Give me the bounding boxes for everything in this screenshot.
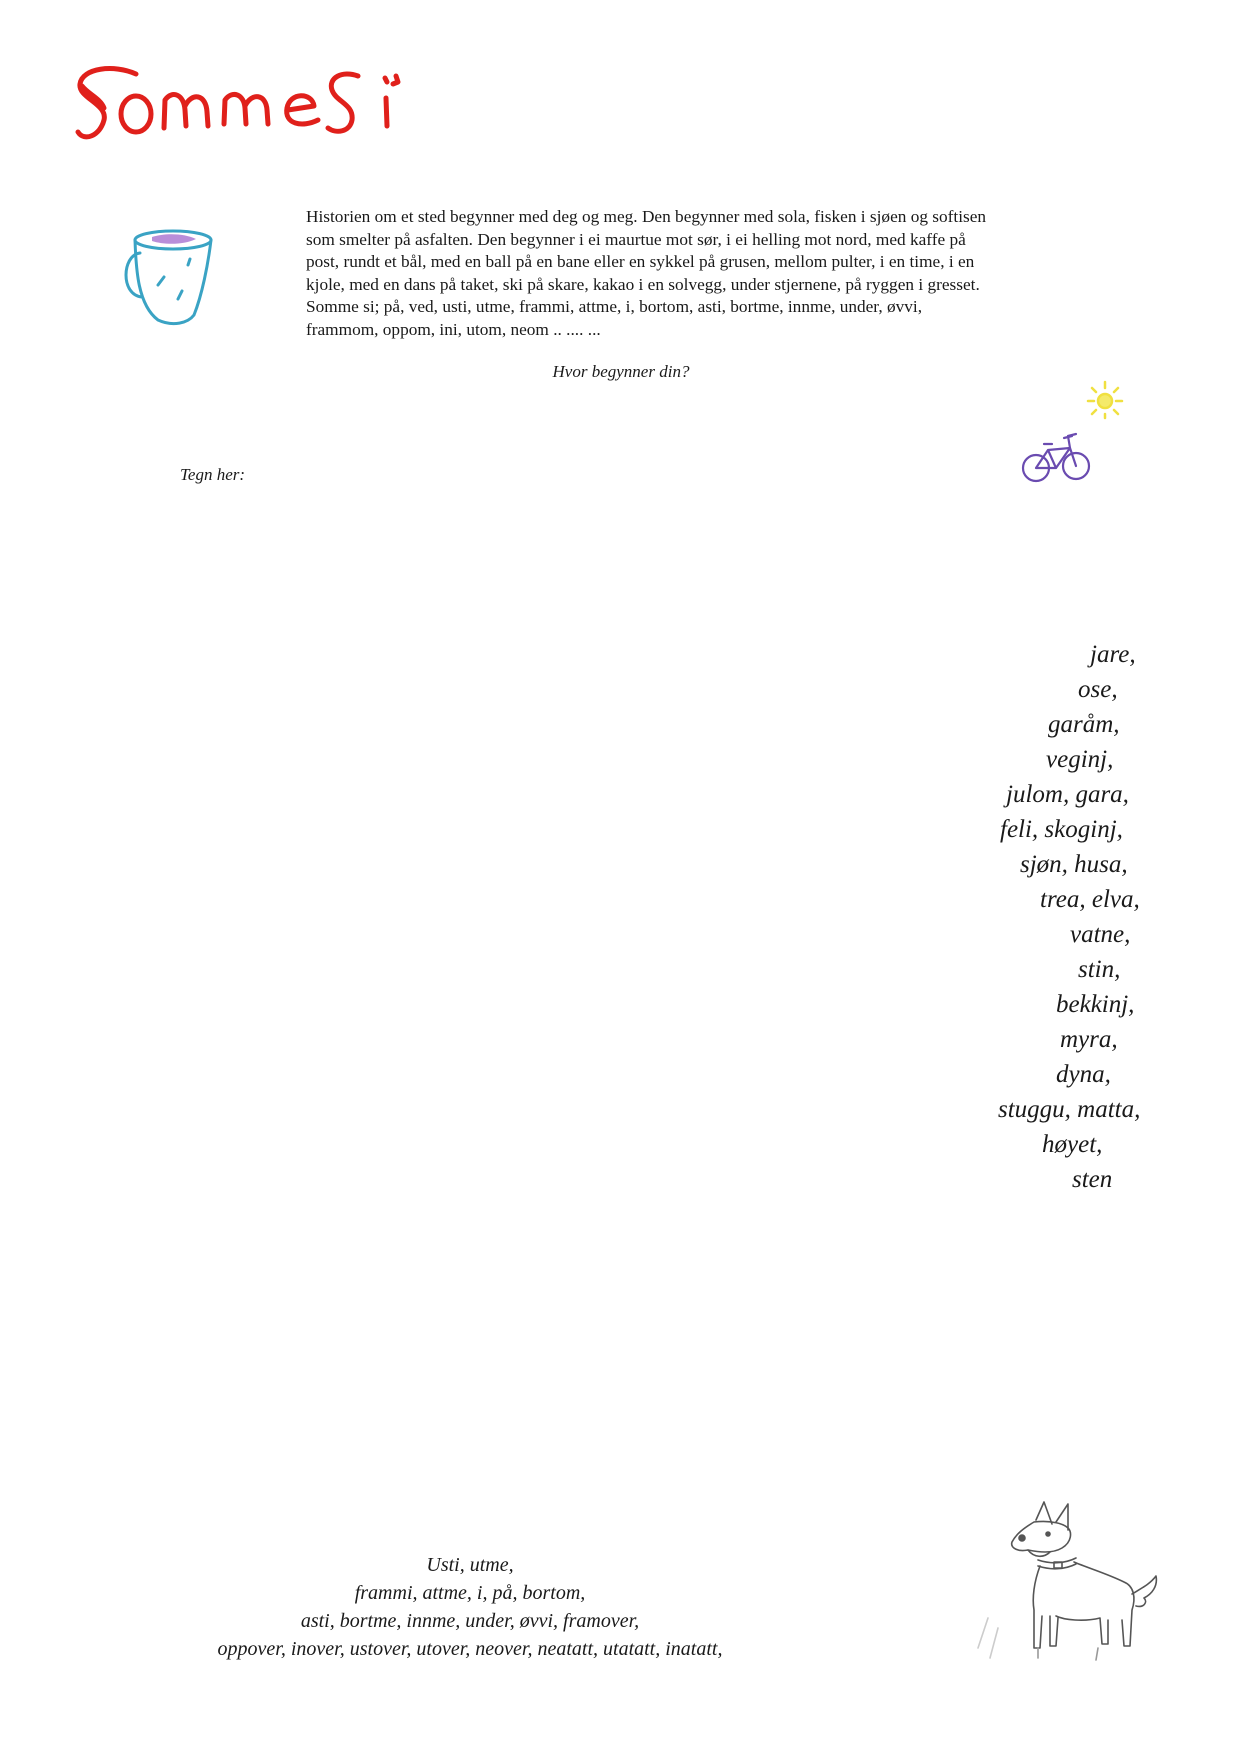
dog-drawing [968, 1498, 1168, 1673]
poem-line: ose, [1078, 676, 1118, 703]
cup-icon [118, 225, 218, 335]
intro-question: Hvor begynner din? [552, 362, 690, 381]
poem-line: trea, elva, [1040, 886, 1140, 913]
bicycle-icon [1020, 428, 1092, 486]
poem-line: julom, gara, [1006, 781, 1129, 808]
poem-line: høyet, [1042, 1131, 1103, 1158]
poem-line: sten [1072, 1166, 1113, 1193]
poem-line: stin, [1078, 956, 1121, 983]
sommesi-logo [74, 62, 474, 162]
poem-line: dyna, [1056, 1061, 1111, 1088]
poem-directions [150, 1551, 790, 1663]
poem-line: vatne, [1070, 921, 1131, 948]
poem-line: veginj, [1046, 746, 1114, 773]
poem-line: myra, [1060, 1026, 1118, 1053]
poem-line: bekkinj, [1056, 991, 1135, 1018]
poem-line: sjøn, husa, [1020, 851, 1128, 878]
intro-paragraph: Historien om et sted begynner med deg og meg. Den begynner med sola, fisken i sjøen og softisen som smelter på asfalten. Den begynner i ei maurtue mot sør, i ei helling mot nord, med kaffe på post, rundt et bål, med en ball på en bane eller en sykkel på grusen, mellom pulter, i en time, i en kjole, med en dans på taket, ski på skare, kakao i en solvegg, under stjernene, på ryggen i gresset. Somme si; på, ved, usti, utme, frammi, attme, i, bortom, asti, bortme, innme, under, øvvi, frammom, oppom, ini, utom, neom .. .... ... [306, 207, 987, 339]
drawing-area-label: Tegn her: [180, 465, 246, 484]
poem-line: Usti, utme, [426, 1554, 514, 1576]
poem-line: garåm, [1048, 711, 1120, 738]
sun-icon [1084, 378, 1126, 420]
poem-line: frammi, attme, i, på, bortom, [354, 1582, 586, 1604]
poem-line: jare, [1090, 641, 1136, 668]
poem-line: oppover, inover, ustover, utover, neover, neatatt, utatatt, inatatt, [217, 1638, 723, 1660]
poem-line: asti, bortme, innme, under, øvvi, framover, [300, 1610, 640, 1632]
poem-line: stuggu, matta, [998, 1096, 1141, 1123]
poem-places [960, 640, 1200, 1200]
poem-line: feli, skoginj, [1000, 816, 1123, 843]
